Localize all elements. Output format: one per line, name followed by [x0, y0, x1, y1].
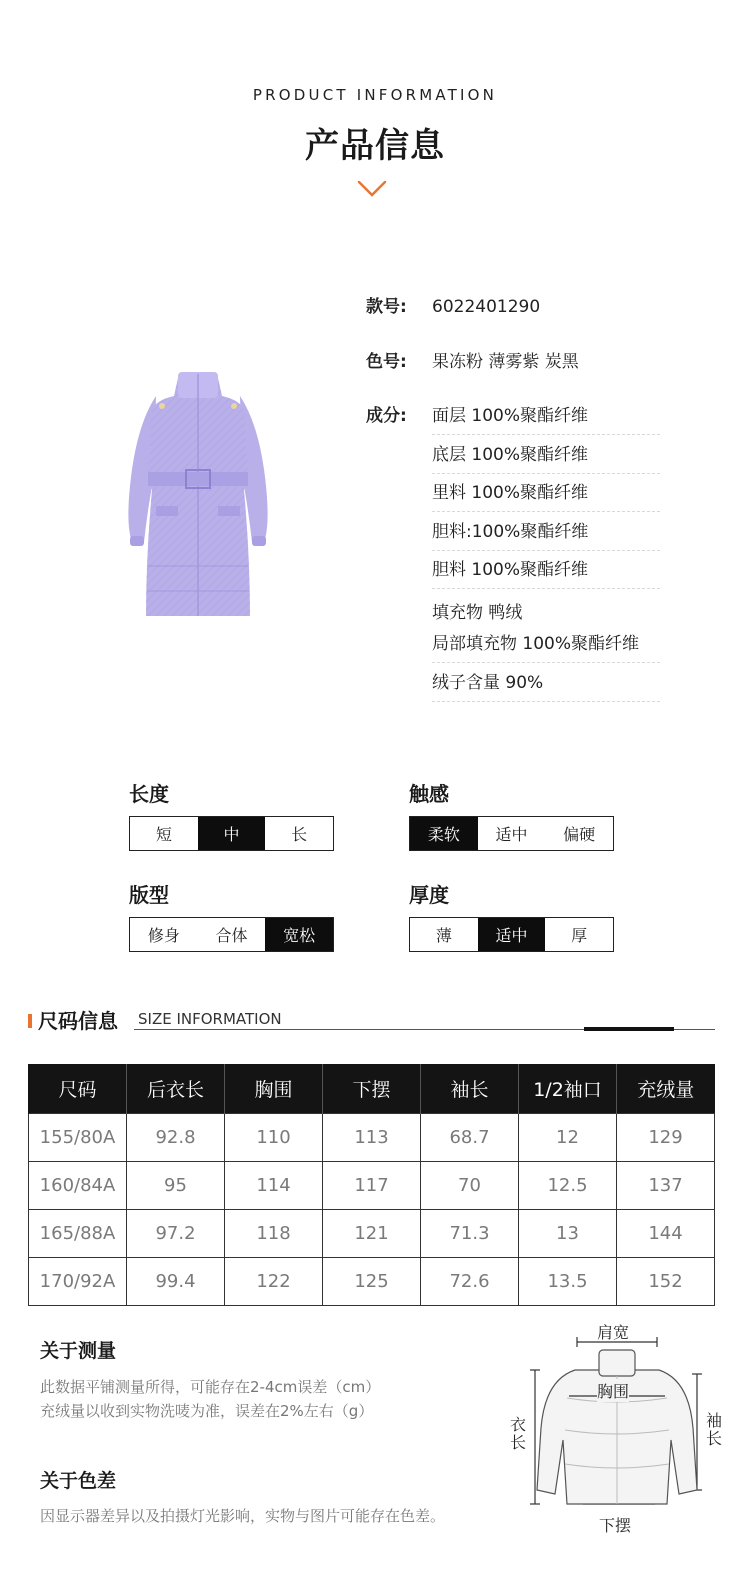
filling-block	[432, 598, 660, 663]
touch-option-selected: 柔软	[410, 817, 478, 850]
composition-line: 里料 100%聚酯纤维	[432, 478, 660, 512]
table-cell: 117	[323, 1161, 421, 1209]
table-cell: 160/84A	[29, 1161, 127, 1209]
length-selector	[129, 816, 334, 851]
body-length-label: 衣长	[510, 1415, 527, 1452]
table-cell: 114	[225, 1161, 323, 1209]
measure-note: 充绒量以收到实物洗唛为准，误差在2%左右（g）	[40, 1402, 374, 1420]
composition-line: 胆料:100%聚酯纤维	[432, 517, 660, 551]
style-number: 6022401290	[432, 297, 541, 317]
thickness-title: 厚度	[409, 883, 449, 907]
table-cell: 170/92A	[29, 1257, 127, 1305]
color-values: 果冻粉 薄雾紫 炭黑	[432, 352, 579, 372]
thickness-selector	[409, 917, 614, 952]
table-cell: 129	[617, 1113, 715, 1161]
thickness-option: 厚	[571, 926, 588, 945]
table-cell: 137	[617, 1161, 715, 1209]
fit-option-selected: 宽松	[265, 918, 333, 951]
column-header: 充绒量	[617, 1064, 715, 1113]
style-number-label: 款号:	[366, 297, 407, 317]
thickness-option: 薄	[435, 926, 452, 945]
table-cell: 125	[323, 1257, 421, 1305]
touch-option: 适中	[495, 825, 528, 844]
column-header: 下摆	[323, 1064, 421, 1113]
section-title-en: PRODUCT INFORMATION	[252, 86, 498, 104]
table-cell: 155/80A	[29, 1113, 127, 1161]
shoulder-label: 肩宽	[597, 1323, 630, 1342]
table-cell: 92.8	[127, 1113, 225, 1161]
composition-label-row	[366, 401, 432, 426]
size-table	[28, 1064, 715, 1306]
chevron-down-icon	[357, 180, 387, 198]
table-cell: 70	[421, 1161, 519, 1209]
measure-title: 关于测量	[40, 1340, 117, 1362]
section-title: 产品信息	[305, 126, 445, 166]
size-info-title: 尺码信息	[38, 1009, 118, 1033]
table-cell: 97.2	[127, 1209, 225, 1257]
table-cell: 165/88A	[29, 1209, 127, 1257]
column-header: 胸围	[225, 1064, 323, 1113]
touch-selector	[409, 816, 614, 851]
table-cell: 72.6	[421, 1257, 519, 1305]
table-row	[29, 1209, 715, 1257]
chest-label: 胸围	[597, 1379, 629, 1402]
column-header: 尺码	[29, 1064, 127, 1113]
column-header: 1/2袖口	[519, 1064, 617, 1113]
table-cell: 95	[127, 1161, 225, 1209]
measure-note: 此数据平铺测量所得，可能存在2-4cm误差（cm）	[40, 1378, 381, 1396]
color-row	[366, 347, 579, 372]
down-content: 绒子含量 90%	[432, 668, 660, 702]
table-cell: 110	[225, 1113, 323, 1161]
composition-line: 面层 100%聚酯纤维	[432, 401, 660, 435]
filling-line: 填充物 鸭绒	[432, 603, 523, 623]
table-cell: 113	[323, 1113, 421, 1161]
table-cell: 121	[323, 1209, 421, 1257]
fit-selector	[129, 917, 334, 952]
style-number-row	[366, 292, 540, 317]
composition-line: 底层 100%聚酯纤维	[432, 440, 660, 474]
table-cell: 152	[617, 1257, 715, 1305]
length-option: 长	[291, 825, 308, 844]
length-option: 短	[155, 825, 172, 844]
filling-line: 局部填充物 100%聚酯纤维	[432, 634, 640, 654]
table-row	[29, 1113, 715, 1161]
table-cell: 99.4	[127, 1257, 225, 1305]
table-row	[29, 1161, 715, 1209]
table-cell: 12.5	[519, 1161, 617, 1209]
hem-label: 下摆	[599, 1516, 632, 1535]
table-cell: 12	[519, 1113, 617, 1161]
table-cell: 13.5	[519, 1257, 617, 1305]
composition-line: 胆料 100%聚酯纤维	[432, 555, 660, 589]
divider-accent	[584, 1027, 674, 1031]
fit-option: 合体	[215, 926, 248, 945]
touch-title: 触感	[409, 782, 449, 806]
color-diff-note: 因显示器差异以及拍摄灯光影响，实物与图片可能存在色差。	[40, 1507, 446, 1525]
column-header: 后衣长	[127, 1064, 225, 1113]
table-row	[29, 1257, 715, 1305]
color-label: 色号:	[366, 352, 407, 372]
table-cell: 144	[617, 1209, 715, 1257]
thickness-option-selected: 适中	[478, 918, 546, 951]
length-title: 长度	[129, 782, 169, 806]
table-cell: 71.3	[421, 1209, 519, 1257]
table-header-row	[29, 1064, 715, 1113]
composition-label: 成分:	[366, 406, 407, 426]
fit-option: 修身	[147, 926, 180, 945]
color-diff-title: 关于色差	[40, 1470, 117, 1492]
table-cell: 122	[225, 1257, 323, 1305]
product-image	[118, 366, 278, 628]
measurement-diagram	[505, 1318, 727, 1540]
table-cell: 118	[225, 1209, 323, 1257]
sleeve-label: 袖长	[706, 1411, 723, 1448]
accent-bar	[28, 1014, 32, 1028]
length-option-selected: 中	[198, 817, 266, 850]
column-header: 袖长	[421, 1064, 519, 1113]
touch-option: 偏硬	[563, 825, 596, 844]
size-info-title-en: SIZE INFORMATION	[138, 1010, 282, 1028]
fit-title: 版型	[129, 883, 169, 907]
table-cell: 13	[519, 1209, 617, 1257]
table-cell: 68.7	[421, 1113, 519, 1161]
